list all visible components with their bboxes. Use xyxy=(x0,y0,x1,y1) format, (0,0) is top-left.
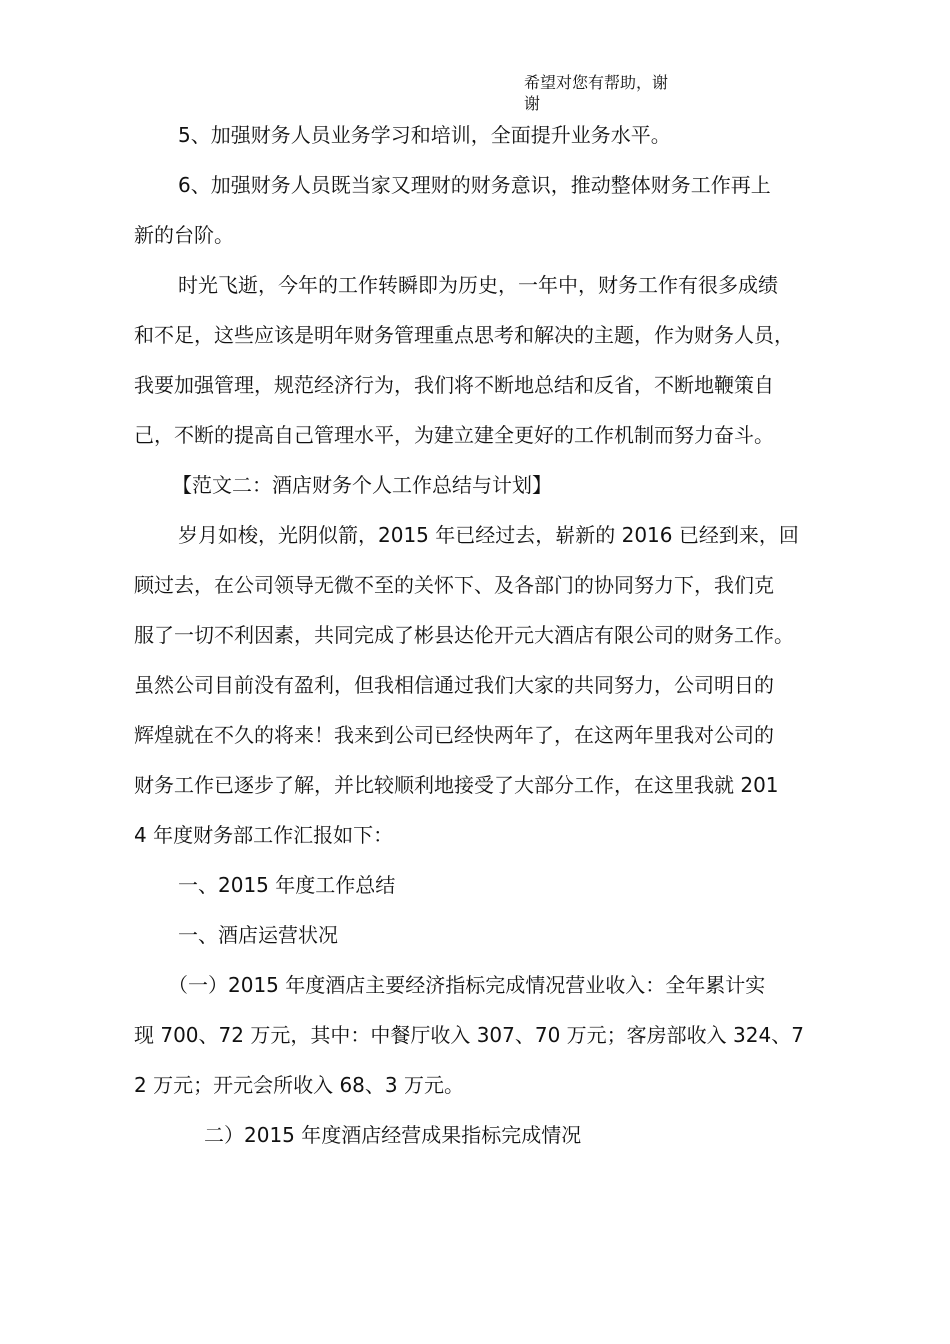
text-line: （一）2015 年度酒店主要经济指标完成情况营业收入：全年累计实 xyxy=(168,973,766,997)
text-line: 2 万元；开元会所收入 68、3 万元。 xyxy=(134,1073,464,1097)
header-note-line: 希望对您有帮助，谢 xyxy=(524,73,669,92)
text-line: 现 700、72 万元，其中：中餐厅收入 307、70 万元；客房部收入 324、7 xyxy=(134,1023,804,1047)
header-note xyxy=(524,72,694,114)
text-line: 服了一切不利因素，共同完成了彬县达伦开元大酒店有限公司的财务工作。 xyxy=(134,623,794,647)
text-line: 【范文二：酒店财务个人工作总结与计划】 xyxy=(172,473,552,497)
paragraph-intro xyxy=(134,510,834,860)
paragraph-item-6 xyxy=(134,160,834,260)
text-line: 财务工作已逐步了解，并比较顺利地接受了大部分工作，在这里我就 201 xyxy=(134,773,779,797)
subheading-results xyxy=(134,1110,834,1160)
text-line: 己，不断的提高自己管理水平，为建立建全更好的工作机制而努力奋斗。 xyxy=(134,423,774,447)
text-line: 岁月如梭，光阴似箭，2015 年已经过去，崭新的 2016 已经到来，回 xyxy=(178,523,799,547)
text-line: 4 年度财务部工作汇报如下： xyxy=(134,823,394,847)
paragraph-item-5 xyxy=(134,110,834,160)
subheading-summary xyxy=(134,860,834,910)
text-line: 虽然公司目前没有盈利，但我相信通过我们大家的共同努力，公司明日的 xyxy=(134,673,774,697)
text-line: 一、2015 年度工作总结 xyxy=(178,873,396,897)
section-heading xyxy=(134,460,834,510)
text-line: 和不足，这些应该是明年财务管理重点思考和解决的主题，作为财务人员， xyxy=(134,323,794,347)
paragraph-summary xyxy=(134,260,834,460)
text-line: 时光飞逝，今年的工作转瞬即为历史，一年中，财务工作有很多成绩 xyxy=(178,273,778,297)
text-line: 一、酒店运营状况 xyxy=(178,923,338,947)
header-note-line: 谢 xyxy=(524,94,541,113)
subheading-operations xyxy=(134,910,834,960)
text-line: 我要加强管理，规范经济行为，我们将不断地总结和反省，不断地鞭策自 xyxy=(134,373,774,397)
text-line: 顾过去，在公司领导无微不至的关怀下、及各部门的协同努力下，我们克 xyxy=(134,573,774,597)
paragraph-revenue xyxy=(134,960,834,1110)
text-line: 二）2015 年度酒店经营成果指标完成情况 xyxy=(204,1123,582,1147)
text-line: 6、加强财务人员既当家又理财的财务意识，推动整体财务工作再上 xyxy=(178,173,771,197)
text-line: 新的台阶。 xyxy=(134,223,234,247)
text-line: 5、加强财务人员业务学习和培训，全面提升业务水平。 xyxy=(178,123,671,147)
text-line: 辉煌就在不久的将来！我来到公司已经快两年了，在这两年里我对公司的 xyxy=(134,723,774,747)
